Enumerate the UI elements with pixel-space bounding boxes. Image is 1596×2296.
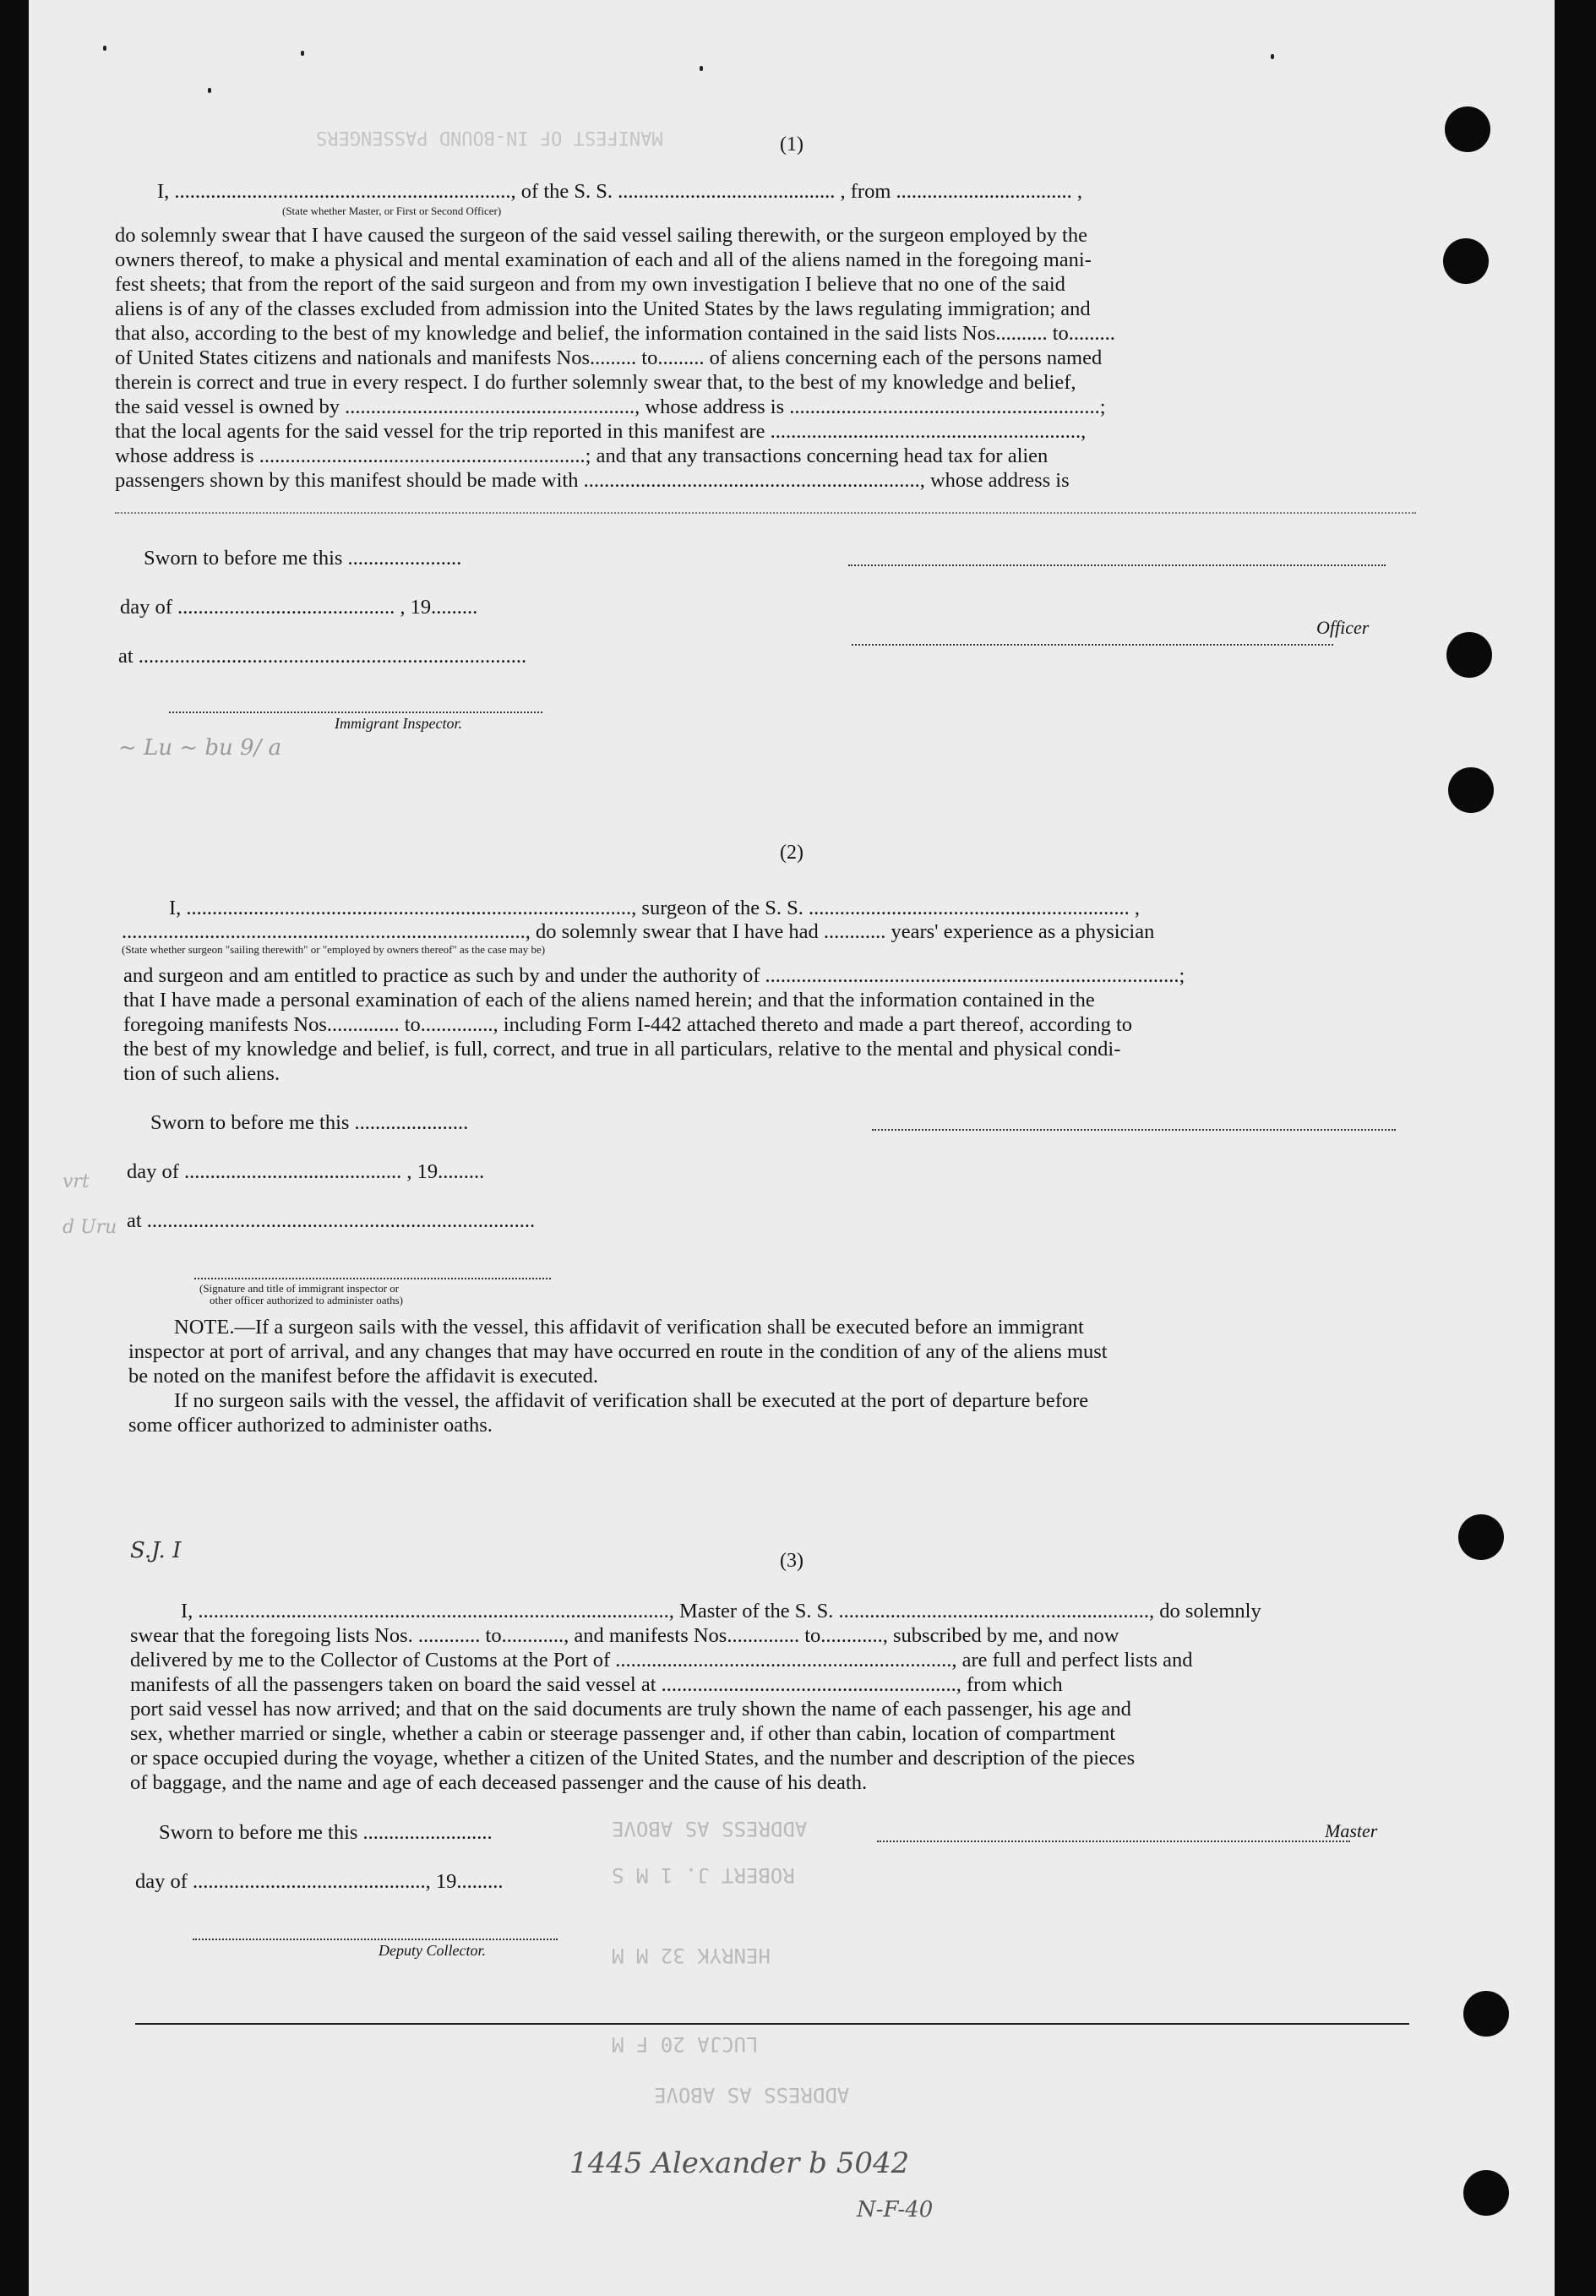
speck — [301, 51, 304, 56]
section-3-line: sex, whether married or single, whether a cabin or steerage passenger and, if other than cabin, location of compartment — [130, 1722, 1116, 1745]
section-3-header: (3) — [780, 1550, 803, 1572]
section-3-line: or space occupied during the voyage, whether a citizen of the United States, and the number and description of the pieces — [130, 1747, 1136, 1770]
section-2-sig-caption-1: (Signature and title of immigrant inspector or — [199, 1282, 400, 1295]
section-1-signature-line — [848, 564, 1386, 566]
section-2-line-2: .............................................................................., do solemnly swear that I have had ............ years' experience as a physician — [122, 920, 1155, 943]
section-3-line: delivered by me to the Collector of Customs at the Port of ................................................................., are full and perfect lists and — [130, 1649, 1193, 1672]
section-3-master-line — [877, 1841, 1350, 1842]
bleed-through-text: HENRYK 32 M M — [612, 1944, 771, 1967]
section-2-sworn: Sworn to before me this ...................... — [150, 1111, 469, 1134]
bleed-through-text: LUCJA 20 F M — [612, 2032, 759, 2056]
section-3-line: manifests of all the passengers taken on board the said vessel at ........................................................., from which — [130, 1673, 1063, 1696]
section-2-sig-caption-2: other officer authorized to administer oaths) — [210, 1294, 403, 1306]
section-2-line: tion of such aliens. — [123, 1062, 281, 1085]
speck — [1271, 54, 1274, 59]
section-1-inspector-line — [169, 712, 542, 713]
section-3-line: of baggage, and the name and age of each deceased passenger and the cause of his death. — [130, 1771, 868, 1794]
section-1-line: owners thereof, to make a physical and mental examination of each and all of the aliens named in the foregoing mani- — [115, 248, 1092, 271]
section-1-line: do solemnly swear that I have caused the surgeon of the said vessel sailing therewith, or the surgeon employed by the — [115, 224, 1087, 247]
section-3-line: I, ..........................................................................................., Master of the S. S. ............................................................, do solemnly — [181, 1600, 1261, 1622]
section-1-line: that the local agents for the said vessel for the trip reported in this manifest are ............................................................, — [115, 420, 1087, 443]
section-1-line: the said vessel is owned by ........................................................, whose address is ............................................................; — [115, 395, 1106, 418]
section-1-line: aliens is of any of the classes excluded from admission into the United States by the laws regulating immigration; and — [115, 297, 1091, 320]
pencil-note: S.J. I — [130, 1538, 182, 1563]
section-1-at: at ........................................................................... — [118, 645, 527, 668]
section-2-line: and surgeon and am entitled to practice as such by and under the authority of ................................................................................; — [123, 964, 1185, 987]
note-line: If no surgeon sails with the vessel, the affidavit of verification shall be executed at the port of departure before — [174, 1389, 1089, 1412]
speck — [700, 66, 703, 71]
section-1-inspector-label: Immigrant Inspector. — [335, 715, 462, 732]
punch-hole-6 — [1463, 1991, 1509, 2037]
bleed-through-text: ROBERT J. 1 M S — [612, 1863, 795, 1887]
section-3-line: swear that the foregoing lists Nos. ............ to............, and manifests Nos.............. to............, subscribed by me, and now — [130, 1624, 1119, 1647]
section-1-header: (1) — [780, 134, 803, 155]
section-1-line: I, ................................................................., of the S. S. .......................................... , from .................................. , — [157, 180, 1082, 203]
speck — [208, 88, 211, 93]
punch-hole-3 — [1446, 632, 1492, 678]
note-line: be noted on the manifest before the affidavit is executed. — [128, 1365, 599, 1388]
section-2-line: that I have made a personal examination of each of the aliens named herein; and that the information contained in the — [123, 989, 1095, 1012]
section-1-line: that also, according to the best of my knowledge and belief, the information contained in the said lists Nos.......... to......... — [115, 322, 1115, 345]
handwritten-annotation: 1445 Alexander b 5042 — [569, 2146, 910, 2180]
section-2-day-of: day of .......................................... , 19......... — [127, 1160, 485, 1183]
section-3-deputy-line — [193, 1939, 558, 1940]
section-2-at: at ........................................................................... — [127, 1209, 536, 1232]
section-2-header: (2) — [780, 842, 803, 864]
section-1-line: passengers shown by this manifest should be made with ................................................................., whose address is — [115, 469, 1070, 492]
section-1-day-of: day of .......................................... , 19......... — [120, 596, 478, 619]
section-3-master-label: Master — [1325, 1820, 1378, 1841]
section-3-sworn: Sworn to before me this ......................... — [159, 1821, 493, 1844]
section-2-caption: (State whether surgeon "sailing therewith" or "employed by owners thereof" as the case may be) — [122, 943, 546, 956]
punch-hole-4 — [1448, 767, 1494, 813]
section-1-officer-label: Officer — [1316, 617, 1370, 638]
section-1-line: whose address is ...............................................................; and that any transactions concerning head tax for alien — [115, 444, 1049, 467]
section-2-line-1: I, ......................................................................................, surgeon of the S. S. .............................................................. , — [169, 897, 1140, 919]
punch-hole-2 — [1443, 238, 1489, 284]
bleed-through-text: ADDRESS AS ABOVE — [654, 2083, 850, 2107]
pencil-note: d Uru — [63, 1217, 117, 1238]
section-2-line: the best of my knowledge and belief, is full, correct, and true in all particulars, relative to the mental and physical condi- — [123, 1038, 1121, 1061]
note-line: NOTE.—If a surgeon sails with the vessel, this affidavit of verification shall be executed before an immigrant — [174, 1316, 1084, 1339]
pencil-note: ~ Lu ~ bu 9/ a — [118, 735, 282, 761]
section-2-signature-line — [872, 1129, 1396, 1131]
bottom-divider — [135, 2023, 1409, 2025]
section-1-caption: (State whether Master, or First or Second Officer) — [282, 205, 502, 217]
manifest-page — [29, 0, 1555, 2296]
note-line: inspector at port of arrival, and any changes that may have occurred en route in the condition of any of the aliens must — [128, 1340, 1108, 1363]
section-1-line: of United States citizens and nationals and manifests Nos......... to......... of aliens concerning each of the persons named — [115, 346, 1103, 369]
handwritten-annotation: N-F-40 — [857, 2197, 934, 2222]
section-1-officer-line — [852, 644, 1333, 646]
section-1-line: therein is correct and true in every respect. I do further solemnly swear that, to the best of my knowledge and belief, — [115, 371, 1076, 394]
section-1-line: fest sheets; that from the report of the said surgeon and from my own investigation I believe that no one of the said — [115, 273, 1065, 296]
note-line: some officer authorized to administer oaths. — [128, 1414, 493, 1437]
bleed-through-text: ADDRESS AS ABOVE — [612, 1817, 808, 1841]
pencil-note: vrt — [63, 1171, 90, 1192]
section-1-sworn: Sworn to before me this ...................... — [144, 547, 462, 570]
punch-hole-7 — [1463, 2170, 1509, 2216]
section-3-line: port said vessel has now arrived; and that on the said documents are truly shown the name of each passenger, his age and — [130, 1698, 1131, 1721]
speck — [103, 46, 106, 51]
bleed-through-text: MANIFEST OF IN-BOUND PASSENGERS — [316, 127, 663, 148]
section-1-blank-line — [115, 512, 1416, 514]
section-3-deputy-label: Deputy Collector. — [379, 1942, 486, 1959]
section-2-signature-line-2 — [194, 1278, 551, 1279]
section-3-day-of: day of ............................................., 19......... — [135, 1870, 504, 1893]
section-2-line: foregoing manifests Nos.............. to.............., including Form I-442 attached thereto and made a part thereof, according to — [123, 1013, 1133, 1036]
